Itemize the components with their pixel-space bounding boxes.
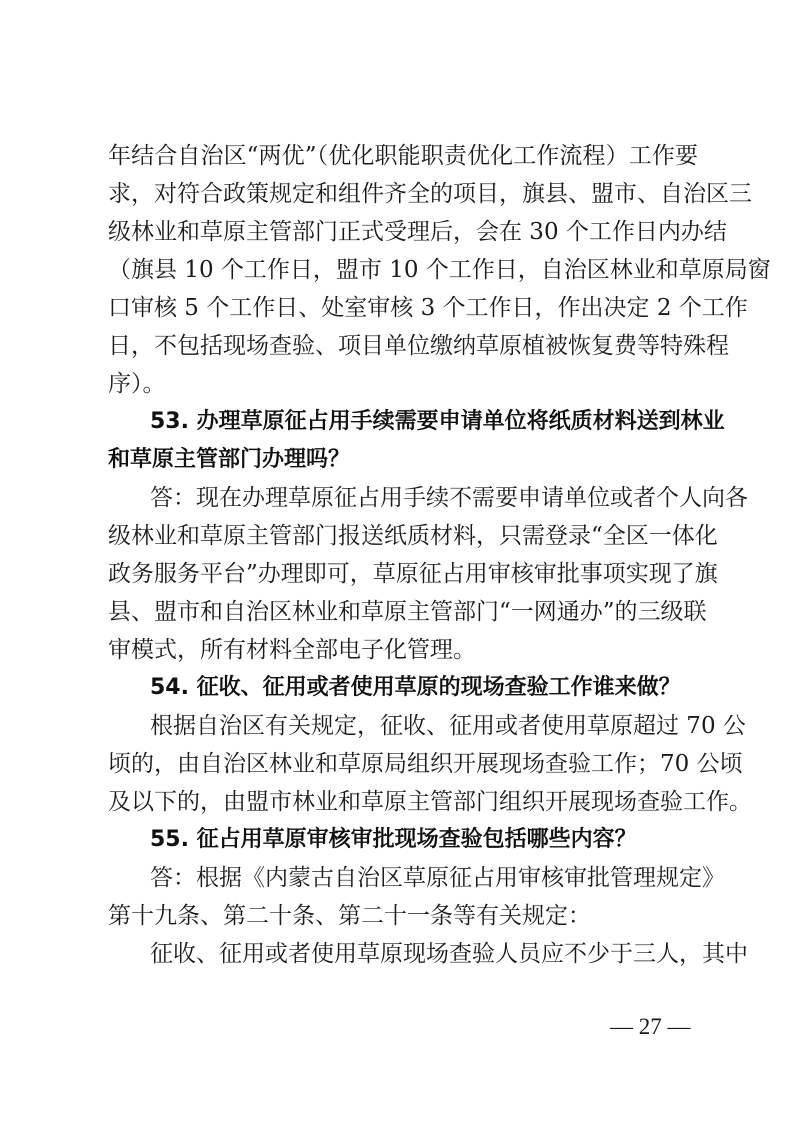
body-line: 口审核 5 个工作日、处室审核 3 个工作日，作出决定 2 个工作: [108, 295, 748, 321]
page-number: — 27 —: [610, 1014, 691, 1039]
answer-line: 顷的，由自治区林业和草原局组织开展现场查验工作；70 公顷: [108, 751, 743, 777]
body-line: 级林业和草原主管部门正式受理后，会在 30 个工作日内办结: [108, 219, 727, 245]
answer-line: 县、盟市和自治区林业和草原主管部门“一网通办”的三级联: [108, 599, 707, 625]
question-heading: 和草原主管部门办理吗？: [108, 447, 351, 472]
answer-line: 级林业和草原主管部门报送纸质材料，只需登录“全区一体化: [108, 523, 718, 549]
answer-line: 第十九条、第二十条、第二十一条等有关规定：: [108, 903, 591, 929]
answer-line: 审模式，所有材料全部电子化管理。: [108, 637, 476, 663]
answer-line: 答：现在办理草原征占用手续不需要申请单位或者个人向各: [150, 485, 748, 511]
question-heading: 55. 征占用草原审核审批现场查验包括哪些内容？: [150, 827, 637, 852]
body-line: （旗县 10 个工作日，盟市 10 个工作日，自治区林业和草原局窗: [108, 257, 771, 283]
body-line: 年结合自治区“两优”（优化职能职责优化工作流程）工作要: [108, 143, 698, 169]
answer-line: 政务服务平台”办理即可，草原征占用审核审批事项实现了旗: [108, 561, 718, 587]
answer-line: 根据自治区有关规定，征收、征用或者使用草原超过 70 公: [150, 713, 746, 739]
question-heading: 53. 办理草原征占用手续需要申请单位将纸质材料送到林业: [150, 409, 725, 434]
body-line: 序）。: [108, 371, 166, 397]
answer-line: 及以下的，由盟市林业和草原主管部门组织开展现场查验工作。: [108, 789, 752, 815]
answer-line: 征收、征用或者使用草原现场查验人员应不少于三人，其中: [150, 941, 748, 967]
body-line: 日，不包括现场查验、项目单位缴纳草原植被恢复费等特殊程: [108, 333, 729, 359]
body-line: 求，对符合政策规定和组件齐全的项目，旗县、盟市、自治区三: [108, 181, 752, 207]
question-heading: 54. 征收、征用或者使用草原的现场查验工作谁来做？: [150, 675, 681, 700]
answer-line: 答：根据《内蒙古自治区草原征占用审核审批管理规定》: [150, 865, 725, 891]
